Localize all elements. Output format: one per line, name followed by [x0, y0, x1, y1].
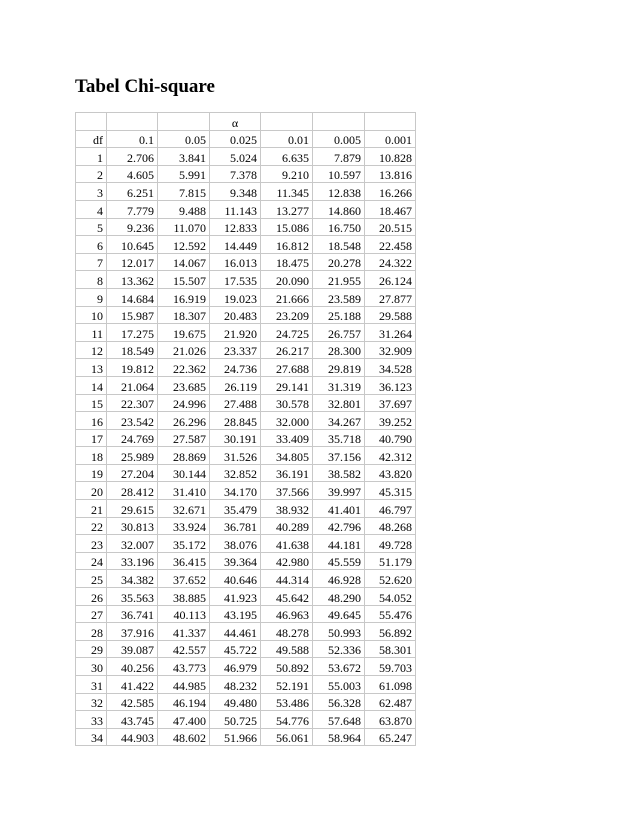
- df-value-cell: 30: [76, 658, 107, 676]
- critical-value-cell: 46.928: [313, 570, 365, 588]
- df-value-cell: 34: [76, 728, 107, 746]
- critical-value-cell: 51.179: [365, 552, 416, 570]
- critical-value-cell: 31.264: [365, 324, 416, 342]
- table-row: [76, 517, 416, 535]
- critical-value-cell: 37.697: [365, 394, 416, 412]
- critical-value-cell: 41.337: [158, 623, 210, 641]
- critical-value-cell: 9.348: [210, 183, 261, 201]
- table-row: [76, 552, 416, 570]
- table-row: [76, 676, 416, 694]
- critical-value-cell: 34.805: [261, 447, 313, 465]
- critical-value-cell: 6.251: [107, 183, 158, 201]
- critical-value-cell: 41.422: [107, 676, 158, 694]
- df-header: df: [76, 130, 107, 148]
- critical-value-cell: 43.773: [158, 658, 210, 676]
- critical-value-cell: 26.124: [365, 271, 416, 289]
- critical-value-cell: 41.923: [210, 588, 261, 606]
- critical-value-cell: 42.980: [261, 552, 313, 570]
- critical-value-cell: 43.195: [210, 605, 261, 623]
- critical-value-cell: 27.587: [158, 429, 210, 447]
- df-value-cell: 16: [76, 412, 107, 430]
- table-row: [76, 148, 416, 166]
- critical-value-cell: 14.067: [158, 253, 210, 271]
- critical-value-cell: 56.892: [365, 623, 416, 641]
- critical-value-cell: 45.722: [210, 640, 261, 658]
- critical-value-cell: 14.449: [210, 236, 261, 254]
- critical-value-cell: 12.838: [313, 183, 365, 201]
- critical-value-cell: 15.507: [158, 271, 210, 289]
- critical-value-cell: 40.113: [158, 605, 210, 623]
- df-value-cell: 21: [76, 500, 107, 518]
- critical-value-cell: 49.480: [210, 693, 261, 711]
- critical-value-cell: 50.892: [261, 658, 313, 676]
- df-value-cell: 26: [76, 588, 107, 606]
- table-row: [76, 623, 416, 641]
- empty-cell: [365, 113, 416, 131]
- critical-value-cell: 16.919: [158, 288, 210, 306]
- critical-value-cell: 21.026: [158, 341, 210, 359]
- critical-value-cell: 9.488: [158, 200, 210, 218]
- df-value-cell: 33: [76, 711, 107, 729]
- critical-value-cell: 29.819: [313, 359, 365, 377]
- df-value-cell: 17: [76, 429, 107, 447]
- critical-value-cell: 52.620: [365, 570, 416, 588]
- critical-value-cell: 40.790: [365, 429, 416, 447]
- critical-value-cell: 12.017: [107, 253, 158, 271]
- critical-value-cell: 9.210: [261, 165, 313, 183]
- table-row: [76, 711, 416, 729]
- critical-value-cell: 13.816: [365, 165, 416, 183]
- critical-value-cell: 47.400: [158, 711, 210, 729]
- critical-value-cell: 36.191: [261, 464, 313, 482]
- critical-value-cell: 24.736: [210, 359, 261, 377]
- critical-value-cell: 37.652: [158, 570, 210, 588]
- table-row: [76, 218, 416, 236]
- critical-value-cell: 23.685: [158, 376, 210, 394]
- alpha-level-header: 0.01: [261, 130, 313, 148]
- critical-value-cell: 52.191: [261, 676, 313, 694]
- critical-value-cell: 11.345: [261, 183, 313, 201]
- critical-value-cell: 37.156: [313, 447, 365, 465]
- critical-value-cell: 26.217: [261, 341, 313, 359]
- critical-value-cell: 5.024: [210, 148, 261, 166]
- critical-value-cell: 36.415: [158, 552, 210, 570]
- critical-value-cell: 59.703: [365, 658, 416, 676]
- df-value-cell: 3: [76, 183, 107, 201]
- critical-value-cell: 51.966: [210, 728, 261, 746]
- critical-value-cell: 50.725: [210, 711, 261, 729]
- critical-value-cell: 27.204: [107, 464, 158, 482]
- critical-value-cell: 11.143: [210, 200, 261, 218]
- critical-value-cell: 28.845: [210, 412, 261, 430]
- critical-value-cell: 40.646: [210, 570, 261, 588]
- critical-value-cell: 16.266: [365, 183, 416, 201]
- table-row: [76, 376, 416, 394]
- critical-value-cell: 18.475: [261, 253, 313, 271]
- df-value-cell: 11: [76, 324, 107, 342]
- critical-value-cell: 46.194: [158, 693, 210, 711]
- empty-cell: [313, 113, 365, 131]
- table-row: [76, 359, 416, 377]
- critical-value-cell: 37.916: [107, 623, 158, 641]
- table-row: [76, 570, 416, 588]
- critical-value-cell: 42.796: [313, 517, 365, 535]
- table-row: [76, 482, 416, 500]
- critical-value-cell: 33.409: [261, 429, 313, 447]
- critical-value-cell: 7.815: [158, 183, 210, 201]
- critical-value-cell: 31.526: [210, 447, 261, 465]
- critical-value-cell: 23.209: [261, 306, 313, 324]
- critical-value-cell: 34.170: [210, 482, 261, 500]
- critical-value-cell: 13.362: [107, 271, 158, 289]
- critical-value-cell: 24.725: [261, 324, 313, 342]
- table-row: [76, 500, 416, 518]
- table-row: [76, 535, 416, 553]
- critical-value-cell: 36.741: [107, 605, 158, 623]
- table-row: [76, 728, 416, 746]
- empty-cell: [76, 113, 107, 131]
- critical-value-cell: 24.322: [365, 253, 416, 271]
- table-row: [76, 200, 416, 218]
- critical-value-cell: 54.776: [261, 711, 313, 729]
- critical-value-cell: 40.256: [107, 658, 158, 676]
- critical-value-cell: 23.589: [313, 288, 365, 306]
- table-row: [76, 165, 416, 183]
- critical-value-cell: 12.833: [210, 218, 261, 236]
- df-value-cell: 19: [76, 464, 107, 482]
- critical-value-cell: 58.964: [313, 728, 365, 746]
- critical-value-cell: 26.757: [313, 324, 365, 342]
- critical-value-cell: 35.479: [210, 500, 261, 518]
- df-value-cell: 32: [76, 693, 107, 711]
- critical-value-cell: 14.860: [313, 200, 365, 218]
- critical-value-cell: 45.642: [261, 588, 313, 606]
- critical-value-cell: 40.289: [261, 517, 313, 535]
- table-row: [76, 658, 416, 676]
- critical-value-cell: 65.247: [365, 728, 416, 746]
- critical-value-cell: 27.688: [261, 359, 313, 377]
- table-row: [76, 464, 416, 482]
- critical-value-cell: 20.515: [365, 218, 416, 236]
- critical-value-cell: 29.588: [365, 306, 416, 324]
- df-value-cell: 10: [76, 306, 107, 324]
- critical-value-cell: 61.098: [365, 676, 416, 694]
- df-value-cell: 9: [76, 288, 107, 306]
- critical-value-cell: 25.989: [107, 447, 158, 465]
- critical-value-cell: 49.588: [261, 640, 313, 658]
- critical-value-cell: 38.582: [313, 464, 365, 482]
- critical-value-cell: 42.585: [107, 693, 158, 711]
- critical-value-cell: 25.188: [313, 306, 365, 324]
- table-row: [76, 412, 416, 430]
- critical-value-cell: 16.013: [210, 253, 261, 271]
- critical-value-cell: 44.985: [158, 676, 210, 694]
- table-row: [76, 306, 416, 324]
- critical-value-cell: 49.645: [313, 605, 365, 623]
- alpha-level-header: 0.05: [158, 130, 210, 148]
- critical-value-cell: 22.307: [107, 394, 158, 412]
- df-value-cell: 8: [76, 271, 107, 289]
- critical-value-cell: 44.461: [210, 623, 261, 641]
- critical-value-cell: 42.312: [365, 447, 416, 465]
- table-row: [76, 288, 416, 306]
- critical-value-cell: 58.301: [365, 640, 416, 658]
- critical-value-cell: 32.000: [261, 412, 313, 430]
- critical-value-cell: 11.070: [158, 218, 210, 236]
- critical-value-cell: 7.779: [107, 200, 158, 218]
- critical-value-cell: 9.236: [107, 218, 158, 236]
- table-row: [76, 324, 416, 342]
- page-title: Tabel Chi-square: [75, 76, 215, 97]
- critical-value-cell: 10.828: [365, 148, 416, 166]
- df-value-cell: 2: [76, 165, 107, 183]
- df-value-cell: 1: [76, 148, 107, 166]
- table-row: [76, 640, 416, 658]
- df-value-cell: 4: [76, 200, 107, 218]
- critical-value-cell: 32.852: [210, 464, 261, 482]
- critical-value-cell: 38.076: [210, 535, 261, 553]
- critical-value-cell: 16.812: [261, 236, 313, 254]
- critical-value-cell: 39.252: [365, 412, 416, 430]
- df-value-cell: 27: [76, 605, 107, 623]
- critical-value-cell: 18.549: [107, 341, 158, 359]
- critical-value-cell: 32.007: [107, 535, 158, 553]
- critical-value-cell: 46.963: [261, 605, 313, 623]
- df-value-cell: 5: [76, 218, 107, 236]
- critical-value-cell: 21.064: [107, 376, 158, 394]
- critical-value-cell: 54.052: [365, 588, 416, 606]
- critical-value-cell: 52.336: [313, 640, 365, 658]
- critical-value-cell: 48.232: [210, 676, 261, 694]
- table-row: [76, 341, 416, 359]
- critical-value-cell: 45.315: [365, 482, 416, 500]
- df-value-cell: 15: [76, 394, 107, 412]
- alpha-level-header: 0.001: [365, 130, 416, 148]
- critical-value-cell: 48.290: [313, 588, 365, 606]
- empty-cell: [158, 113, 210, 131]
- critical-value-cell: 31.319: [313, 376, 365, 394]
- critical-value-cell: 35.172: [158, 535, 210, 553]
- table-row: [76, 693, 416, 711]
- critical-value-cell: 17.535: [210, 271, 261, 289]
- critical-value-cell: 50.993: [313, 623, 365, 641]
- critical-value-cell: 33.924: [158, 517, 210, 535]
- table-row: [76, 588, 416, 606]
- critical-value-cell: 56.328: [313, 693, 365, 711]
- critical-value-cell: 20.483: [210, 306, 261, 324]
- alpha-level-header: 0.1: [107, 130, 158, 148]
- critical-value-cell: 35.718: [313, 429, 365, 447]
- critical-value-cell: 24.996: [158, 394, 210, 412]
- critical-value-cell: 33.196: [107, 552, 158, 570]
- critical-value-cell: 13.277: [261, 200, 313, 218]
- table-row: [76, 429, 416, 447]
- critical-value-cell: 32.801: [313, 394, 365, 412]
- critical-value-cell: 36.123: [365, 376, 416, 394]
- table-row: [76, 183, 416, 201]
- critical-value-cell: 32.671: [158, 500, 210, 518]
- critical-value-cell: 30.191: [210, 429, 261, 447]
- critical-value-cell: 26.119: [210, 376, 261, 394]
- critical-value-cell: 23.542: [107, 412, 158, 430]
- critical-value-cell: 43.745: [107, 711, 158, 729]
- critical-value-cell: 53.672: [313, 658, 365, 676]
- critical-value-cell: 38.932: [261, 500, 313, 518]
- df-value-cell: 7: [76, 253, 107, 271]
- critical-value-cell: 42.557: [158, 640, 210, 658]
- critical-value-cell: 17.275: [107, 324, 158, 342]
- table-row: [76, 394, 416, 412]
- critical-value-cell: 45.559: [313, 552, 365, 570]
- critical-value-cell: 48.602: [158, 728, 210, 746]
- critical-value-cell: 19.812: [107, 359, 158, 377]
- critical-value-cell: 29.141: [261, 376, 313, 394]
- df-value-cell: 20: [76, 482, 107, 500]
- critical-value-cell: 57.648: [313, 711, 365, 729]
- table-body: [76, 148, 416, 746]
- critical-value-cell: 19.675: [158, 324, 210, 342]
- critical-value-cell: 55.476: [365, 605, 416, 623]
- critical-value-cell: 44.903: [107, 728, 158, 746]
- critical-value-cell: 7.879: [313, 148, 365, 166]
- critical-value-cell: 16.750: [313, 218, 365, 236]
- df-value-cell: 24: [76, 552, 107, 570]
- critical-value-cell: 39.997: [313, 482, 365, 500]
- df-value-cell: 14: [76, 376, 107, 394]
- critical-value-cell: 21.920: [210, 324, 261, 342]
- critical-value-cell: 29.615: [107, 500, 158, 518]
- critical-value-cell: 19.023: [210, 288, 261, 306]
- critical-value-cell: 5.991: [158, 165, 210, 183]
- critical-value-cell: 28.412: [107, 482, 158, 500]
- df-value-cell: 6: [76, 236, 107, 254]
- critical-value-cell: 62.487: [365, 693, 416, 711]
- critical-value-cell: 32.909: [365, 341, 416, 359]
- alpha-level-header: 0.005: [313, 130, 365, 148]
- critical-value-cell: 20.278: [313, 253, 365, 271]
- critical-value-cell: 30.578: [261, 394, 313, 412]
- critical-value-cell: 48.268: [365, 517, 416, 535]
- critical-value-cell: 56.061: [261, 728, 313, 746]
- critical-value-cell: 55.003: [313, 676, 365, 694]
- df-value-cell: 12: [76, 341, 107, 359]
- critical-value-cell: 21.666: [261, 288, 313, 306]
- alpha-symbol: α: [210, 113, 261, 131]
- table-row: [76, 271, 416, 289]
- critical-value-cell: 31.410: [158, 482, 210, 500]
- critical-value-cell: 10.645: [107, 236, 158, 254]
- chi-square-table: [75, 112, 416, 746]
- df-value-cell: 28: [76, 623, 107, 641]
- critical-value-cell: 22.458: [365, 236, 416, 254]
- critical-value-cell: 35.563: [107, 588, 158, 606]
- empty-cell: [107, 113, 158, 131]
- table-row: [76, 447, 416, 465]
- table-row: [76, 605, 416, 623]
- df-value-cell: 18: [76, 447, 107, 465]
- critical-value-cell: 49.728: [365, 535, 416, 553]
- critical-value-cell: 24.769: [107, 429, 158, 447]
- critical-value-cell: 12.592: [158, 236, 210, 254]
- alpha-symbol-row: [76, 113, 416, 131]
- critical-value-cell: 27.877: [365, 288, 416, 306]
- empty-cell: [261, 113, 313, 131]
- critical-value-cell: 10.597: [313, 165, 365, 183]
- df-value-cell: 23: [76, 535, 107, 553]
- critical-value-cell: 28.300: [313, 341, 365, 359]
- critical-value-cell: 15.086: [261, 218, 313, 236]
- critical-value-cell: 48.278: [261, 623, 313, 641]
- df-value-cell: 29: [76, 640, 107, 658]
- critical-value-cell: 21.955: [313, 271, 365, 289]
- critical-value-cell: 34.528: [365, 359, 416, 377]
- critical-value-cell: 26.296: [158, 412, 210, 430]
- critical-value-cell: 41.401: [313, 500, 365, 518]
- critical-value-cell: 44.314: [261, 570, 313, 588]
- critical-value-cell: 44.181: [313, 535, 365, 553]
- critical-value-cell: 18.307: [158, 306, 210, 324]
- critical-value-cell: 34.267: [313, 412, 365, 430]
- critical-value-cell: 37.566: [261, 482, 313, 500]
- critical-value-cell: 20.090: [261, 271, 313, 289]
- critical-value-cell: 36.781: [210, 517, 261, 535]
- critical-value-cell: 38.885: [158, 588, 210, 606]
- critical-value-cell: 53.486: [261, 693, 313, 711]
- critical-value-cell: 41.638: [261, 535, 313, 553]
- table-row: [76, 236, 416, 254]
- critical-value-cell: 6.635: [261, 148, 313, 166]
- df-value-cell: 31: [76, 676, 107, 694]
- critical-value-cell: 63.870: [365, 711, 416, 729]
- alpha-level-header: 0.025: [210, 130, 261, 148]
- critical-value-cell: 3.841: [158, 148, 210, 166]
- critical-value-cell: 2.706: [107, 148, 158, 166]
- critical-value-cell: 46.797: [365, 500, 416, 518]
- critical-value-cell: 34.382: [107, 570, 158, 588]
- df-value-cell: 25: [76, 570, 107, 588]
- critical-value-cell: 27.488: [210, 394, 261, 412]
- critical-value-cell: 22.362: [158, 359, 210, 377]
- critical-value-cell: 28.869: [158, 447, 210, 465]
- critical-value-cell: 18.467: [365, 200, 416, 218]
- table-row: [76, 253, 416, 271]
- critical-value-cell: 30.144: [158, 464, 210, 482]
- critical-value-cell: 4.605: [107, 165, 158, 183]
- critical-value-cell: 23.337: [210, 341, 261, 359]
- critical-value-cell: 46.979: [210, 658, 261, 676]
- df-value-cell: 13: [76, 359, 107, 377]
- df-value-cell: 22: [76, 517, 107, 535]
- critical-value-cell: 39.087: [107, 640, 158, 658]
- critical-value-cell: 39.364: [210, 552, 261, 570]
- critical-value-cell: 15.987: [107, 306, 158, 324]
- critical-value-cell: 30.813: [107, 517, 158, 535]
- column-header-row: [76, 130, 416, 148]
- critical-value-cell: 43.820: [365, 464, 416, 482]
- critical-value-cell: 7.378: [210, 165, 261, 183]
- critical-value-cell: 14.684: [107, 288, 158, 306]
- critical-value-cell: 18.548: [313, 236, 365, 254]
